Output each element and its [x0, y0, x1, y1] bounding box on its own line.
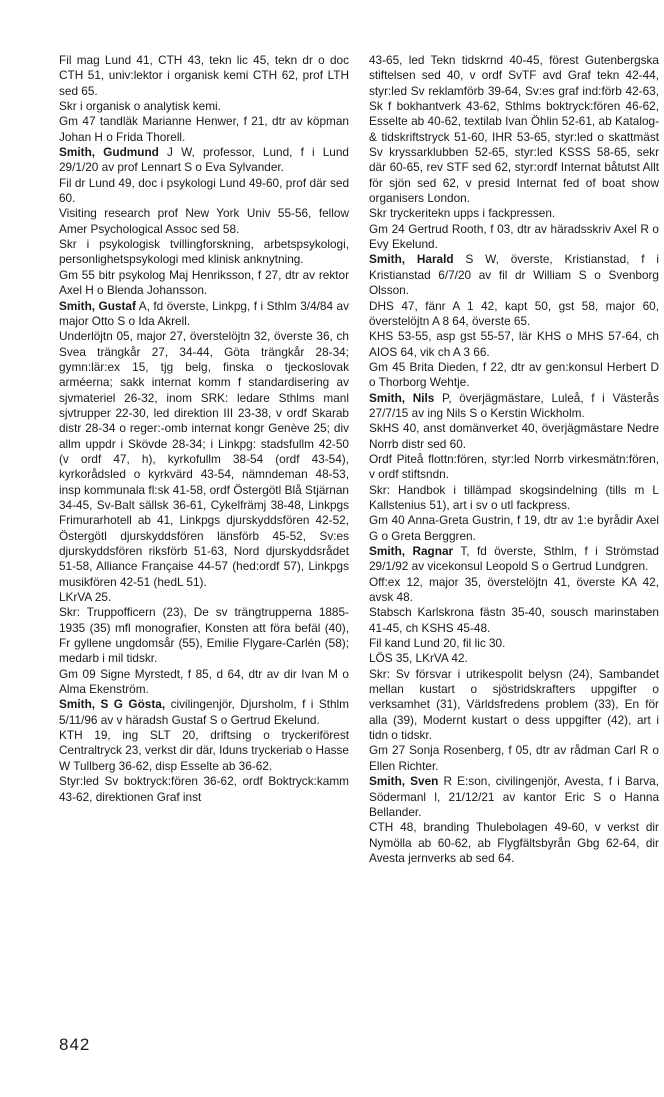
biography-entry [369, 298, 663, 330]
biography-entry [369, 329, 662, 360]
entry-text: civilingenjör, Djursholm, f i Sthlm 5/11/96 av v häradsh Gustaf S o Gertrud Ekelund. [59, 697, 353, 727]
entry-text: DHS 47, fänr A 1 42, kapt 50, gst 58, major 60, överstelöjtn A 8 64, överste 65. [369, 298, 663, 328]
biography-entry [59, 53, 353, 99]
entry-text: P, överjägmästare, Luleå, f i Västerås 27/7/15 av ing Nils S o Kerstin Wickholm. [369, 390, 663, 420]
entry-text: T, fd överste, Sthlm, f i Strömstad 29/1/92 av vicekonsul Leopold S o Gertrud Lundgren. [369, 544, 663, 574]
biography-entry [369, 390, 663, 422]
biography-entry [369, 513, 663, 544]
entry-text: KHS 53-55, asp gst 55-57, lär KHS o MHS 57-64, ch AIOS 64, vik ch A 3 66. [369, 329, 662, 359]
entry-text: Gm 09 Signe Myrstedt, f 85, d 64, dtr av dir Ivan M o Alma Ekenström. [59, 666, 352, 697]
entry-name: Smith, S G Gösta, [59, 697, 166, 712]
entry-name: Smith, Harald [369, 252, 454, 267]
entry-text: Gm 45 Brita Dieden, f 22, dtr av gen:konsul Herbert D o Thorborg Wehtje. [369, 359, 663, 390]
entry-text: Underlöjtn 05, major 27, överstelöjtn 32, överste 36, ch Svea trängkår 27, 34-44, Göta trängkår 28-34; gymn:lär:ex 15, tjg belg, finska o tjeckoslovak arméerna; sakk internat komm f standardisering av sjvmateriel 26-32, inom SRK: ledare Sthlms manl sjvtrupper 22-30, led direktion III 23-38, v ordf Skarab distr 28-34 o reger:-omb internat kongr Genève 25; div allm uppdr i Skövde 28-34; i Linkpg: stadsfullm 42-50 (v ordf 47, h), kyrkofullm 38-54 (ordf 43-54), kyrkorådsled o kyrkvärd 43-54, nämndeman 48-53, insp kommunala fl:sk 41-58, ordf Östergötl Blå Stjärnan 34-45, Sv-Balt sällsk 36-61, Cykelfrämj 38-48, Linkpgs Frimurarhotell ab 41, Linkpgs djurskyddsfören 42-52, Östergötl djurskyddsfören länsförb 45-52, Sv:es djurskyddsfören riksförb 51-63, Nord djurskyddsrådet 51-58, Alliance Française 44-57 (hed:ordf 57), Linkpgs musikfören 42-51 (hedL 51). [59, 329, 353, 589]
biography-entry [369, 651, 659, 666]
biography-entry [369, 820, 663, 866]
entry-name: Smith, Gustaf [59, 298, 136, 313]
entry-text: Visiting research prof New York Univ 55-56, fellow Amer Psychological Assoc sed 58. [59, 206, 352, 236]
biography-entry [369, 221, 663, 253]
entry-text: Gm 27 Sonja Rosenberg, f 05, dtr av rådman Carl R o Ellen Richter. [369, 743, 663, 773]
biography-entry [369, 451, 663, 483]
biography-entry [59, 605, 353, 666]
biography-entry [369, 421, 663, 452]
biography-entry [369, 743, 663, 774]
biography-entry [59, 145, 353, 176]
biography-entry [59, 774, 353, 805]
biography-entry [369, 482, 663, 514]
entry-text: Off:ex 12, major 35, överstelöjtn 41, överste KA 42, avsk 48. [369, 574, 663, 605]
entry-name: Smith, Ragnar [369, 544, 454, 558]
biography-entry [59, 175, 353, 207]
entry-name: Smith, Sven [369, 774, 439, 789]
entry-text: KTH 19, ing SLT 20, driftsing o tryckeriförest Centraltryck 23, verkst dir där, Iduns tryckeriab o Hasse W Tullberg 36-62, disp Esselte ab 36-62. [59, 728, 353, 773]
entry-text: Skr i organisk o analytisk kemi. [59, 99, 221, 114]
entry-text: Skr: Truppofficern (23), De sv trängtrupperna 1885-1935 (35) mfl monografier, Konsten att föra befäl (40), Fr gyllene ungdomsår (55), Emilie Flygare-Carlén (58); medarb i mil tidskr. [59, 605, 353, 666]
entry-text: Styr:led Sv boktryck:fören 36-62, ordf Boktryck:kamm 43-62, direktionen Graf inst [59, 774, 353, 804]
entry-text: Stabsch Karlskrona fästn 35-40, sousch marinstaben 41-45, ch KSHS 45-48. [369, 605, 663, 635]
biography-entry [369, 53, 663, 206]
biography-entry [59, 99, 349, 114]
right-column [369, 53, 663, 866]
entry-name: Smith, Nils [369, 390, 435, 405]
entry-text: S W, överste, Kristianstad, f i Kristianstad 6/7/20 av fil dr William S o Svenborg Olsson. [369, 252, 663, 298]
entry-name: Smith, Gudmund [59, 145, 159, 160]
entry-text: J W, professor, Lund, f i Lund 29/1/20 av prof Lennart S o Eva Sylvander. [59, 145, 353, 175]
biography-entry [369, 666, 663, 744]
biography-entry [369, 206, 659, 221]
biography-entry [369, 605, 663, 636]
biography-entry [369, 774, 663, 820]
biography-entry [369, 252, 663, 298]
biography-entry [59, 114, 353, 145]
entry-text: Fil kand Lund 20, fil lic 30. [369, 636, 506, 651]
entry-text: Skr i psykologisk tvillingforskning, arbetspsykologi, personlighetspsykologi med klinisk anknytning. [59, 237, 353, 267]
biography-entry [59, 298, 353, 330]
entry-text: Gm 24 Gertrud Rooth, f 03, dtr av häradsskriv Axel R o Evy Ekelund. [369, 221, 663, 252]
biography-entry [59, 728, 353, 774]
left-column [59, 53, 353, 805]
biography-entry [59, 590, 349, 605]
entry-text: CTH 48, branding Thulebolagen 49-60, v verkst dir Nymölla ab 60-62, ab Flygfältsbyrån Gbg 62-64, dir Avesta jernverks ab sed 64. [369, 820, 663, 865]
entry-text: LKrVA 25. [59, 590, 112, 605]
biography-entry [59, 329, 353, 590]
entry-text: SkHS 40, anst domänverket 40, överjägmästare Nedre Norrb distr sed 60. [369, 421, 663, 451]
biography-entry [369, 359, 663, 391]
entry-text: Skr tryckeritekn upps i fackpressen. [369, 206, 556, 221]
biography-entry [59, 666, 352, 698]
entry-text: A, fd överste, Linkpg, f i Sthlm 3/4/84 av major Otto S o Ida Akrell. [59, 298, 353, 328]
entry-text: Gm 40 Anna-Greta Gustrin, f 19, dtr av 1:e byrådir Axel G o Greta Berggren. [369, 513, 663, 543]
biography-entry [59, 237, 353, 268]
biography-entry [369, 574, 663, 606]
entry-text: Fil mag Lund 41, CTH 43, tekn lic 45, tekn dr o doc CTH 51, univ:lektor i organisk kemi CTH 62, prof LTH sed 65. [59, 53, 353, 98]
entry-text: LÖS 35, LKrVA 42. [369, 651, 468, 666]
entry-text: R E:son, civilingenjör, Avesta, f i Barva, Södermanl l, 21/12/21 av kantor Eric S o Hanna Bellander. [369, 774, 663, 819]
entry-text: Skr: Handbok i tillämpad skogsindelning (tills m L Kallstenius 51), art i sv o utl fackpress. [369, 482, 663, 512]
entry-text: 43-65, led Tekn tidskrnd 40-45, förest Gutenbergska stiftelsen sed 40, v ordf SvTF avd Graf tekn 42-44, styr:led Sv reklamförb 39-64, Sv:es graf ind:förb 42-63, Sk f bokhantverk 43-62, Sthlms boktryck:fören 46-62, Esselte ab 40-62, textilab Ivan Öhlin 52-61, ab Katalog- & tidskriftstryck 51-60, IHR 53-65, styr:led o skattmäst Sv kryssarklubben 52-65, styr:led KSSS 58-65, sekr där 60-65, rev STF sed 62, styr:ordf Internat båtutst Allt för sjön sed 62, v presid Internat fed of boat show organisers London. [369, 53, 663, 206]
biography-entry [59, 267, 352, 299]
page-number: 842 [59, 1035, 91, 1054]
biography-entry [59, 697, 353, 728]
entry-text: Ordf Piteå flottn:fören, styr:led Norrb virkesmätn:fören, v ordf stiftsndn. [369, 451, 663, 482]
entry-text: Fil dr Lund 49, doc i psykologi Lund 49-60, prof där sed 60. [59, 175, 353, 206]
biography-entry [369, 636, 659, 651]
entry-text: Skr: Sv försvar i utrikespolit belysn (24), Sambandet mellan kustart o sjöstridskrafters uppgifter o verksamhet (31), Världsfredens problem (33), En för alla (39), Modernt kustart o dess uppgifter (42), art i tidn o tidskr. [369, 666, 663, 743]
entry-text: Gm 55 bitr psykolog Maj Henriksson, f 27, dtr av rektor Axel H o Blenda Johansson. [59, 267, 352, 298]
biography-entry [59, 206, 352, 237]
entry-text: Gm 47 tandläk Marianne Henwer, f 21, dtr av köpman Johan H o Frida Thorell. [59, 114, 353, 144]
biography-entry [369, 544, 663, 575]
